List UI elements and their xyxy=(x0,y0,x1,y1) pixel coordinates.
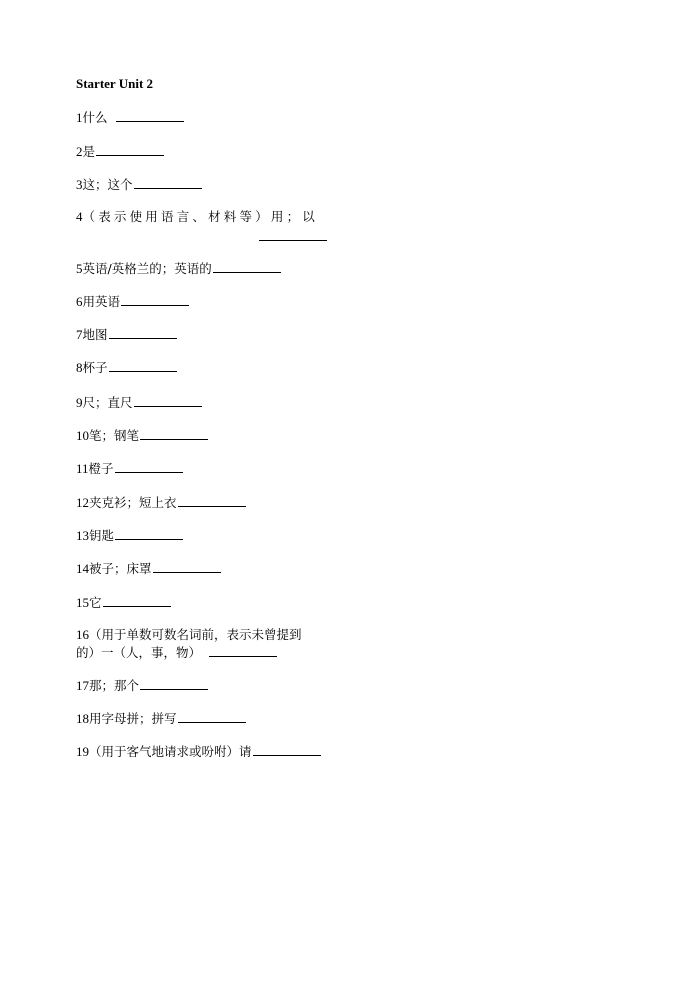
list-item xyxy=(76,677,208,695)
item-number: 19 xyxy=(76,744,89,759)
list-item xyxy=(76,460,183,478)
item-text: 是 xyxy=(82,144,96,159)
item-text-continued: 的）一（人，事，物） xyxy=(76,645,202,660)
item-number: 7 xyxy=(76,327,83,342)
answer-blank[interactable] xyxy=(109,359,177,372)
answer-blank[interactable] xyxy=(115,460,183,473)
list-item xyxy=(76,710,246,728)
list-item xyxy=(76,176,202,194)
item-text: 杯子 xyxy=(82,360,108,375)
item-text: （用于单数可数名词前，表示未曾提到 xyxy=(89,627,302,642)
list-item xyxy=(76,143,164,161)
item-number: 6 xyxy=(76,294,83,309)
item-number: 2 xyxy=(76,144,83,159)
answer-blank[interactable] xyxy=(109,326,177,339)
answer-blank[interactable] xyxy=(134,176,202,189)
item-number: 1 xyxy=(76,110,83,125)
answer-blank[interactable] xyxy=(178,710,246,723)
item-number: 17 xyxy=(76,678,89,693)
answer-blank[interactable] xyxy=(116,109,184,122)
item-text: 英语/英格兰的；英语的 xyxy=(82,261,212,276)
item-number: 8 xyxy=(76,360,83,375)
item-number: 16 xyxy=(76,627,89,642)
item-text: 橙子 xyxy=(88,461,114,476)
item-text: 用英语 xyxy=(82,294,121,309)
item-text: 它 xyxy=(89,595,102,610)
answer-blank[interactable] xyxy=(153,560,221,573)
item-text: （表示使用语言、材料等）用；以 xyxy=(82,209,319,224)
answer-blank[interactable] xyxy=(213,260,281,273)
item-text: 被子；床罩 xyxy=(89,561,152,576)
list-item xyxy=(76,359,177,377)
answer-blank[interactable] xyxy=(115,527,183,540)
item-number: 11 xyxy=(76,461,89,476)
answer-blank[interactable] xyxy=(134,394,202,407)
item-text: （用于客气地请求或吩咐）请 xyxy=(89,744,252,759)
item-text: 用字母拼；拼写 xyxy=(89,711,177,726)
page-title: Starter Unit 2 xyxy=(76,76,154,91)
item-number: 18 xyxy=(76,711,89,726)
answer-blank[interactable] xyxy=(140,677,208,690)
item-number: 14 xyxy=(76,561,89,576)
item-number: 10 xyxy=(76,428,89,443)
item-text: 什么 xyxy=(82,110,108,125)
answer-blank[interactable] xyxy=(209,644,277,657)
list-item xyxy=(76,594,171,612)
list-item xyxy=(76,560,221,578)
answer-blank[interactable] xyxy=(103,594,171,607)
item-number: 12 xyxy=(76,495,89,510)
item-number: 15 xyxy=(76,595,89,610)
list-item xyxy=(76,326,177,344)
item-number: 13 xyxy=(76,528,89,543)
answer-blank[interactable] xyxy=(253,743,321,756)
answer-blank[interactable] xyxy=(259,240,327,241)
item-text: 钥匙 xyxy=(89,528,115,543)
list-item xyxy=(76,527,183,545)
item-text: 夹克衫；短上衣 xyxy=(89,495,177,510)
answer-blank[interactable] xyxy=(121,293,189,306)
answer-blank[interactable] xyxy=(140,427,208,440)
list-item-continuation xyxy=(76,644,277,662)
item-text: 那；那个 xyxy=(89,678,140,693)
item-number: 5 xyxy=(76,261,83,276)
answer-blank[interactable] xyxy=(96,143,164,156)
item-number: 3 xyxy=(76,177,83,192)
answer-blank[interactable] xyxy=(178,494,246,507)
item-number: 9 xyxy=(76,395,83,410)
list-item xyxy=(76,627,302,644)
item-number: 4 xyxy=(76,209,83,224)
list-item xyxy=(76,260,281,278)
item-text: 尺；直尺 xyxy=(82,395,133,410)
list-item xyxy=(76,109,184,127)
list-item xyxy=(76,293,189,311)
list-item xyxy=(76,394,202,412)
item-text: 地图 xyxy=(82,327,108,342)
list-item xyxy=(76,209,318,226)
list-item xyxy=(76,743,321,761)
list-item xyxy=(76,427,208,445)
list-item xyxy=(76,494,246,512)
item-text: 这；这个 xyxy=(82,177,133,192)
item-text: 笔；钢笔 xyxy=(89,428,140,443)
